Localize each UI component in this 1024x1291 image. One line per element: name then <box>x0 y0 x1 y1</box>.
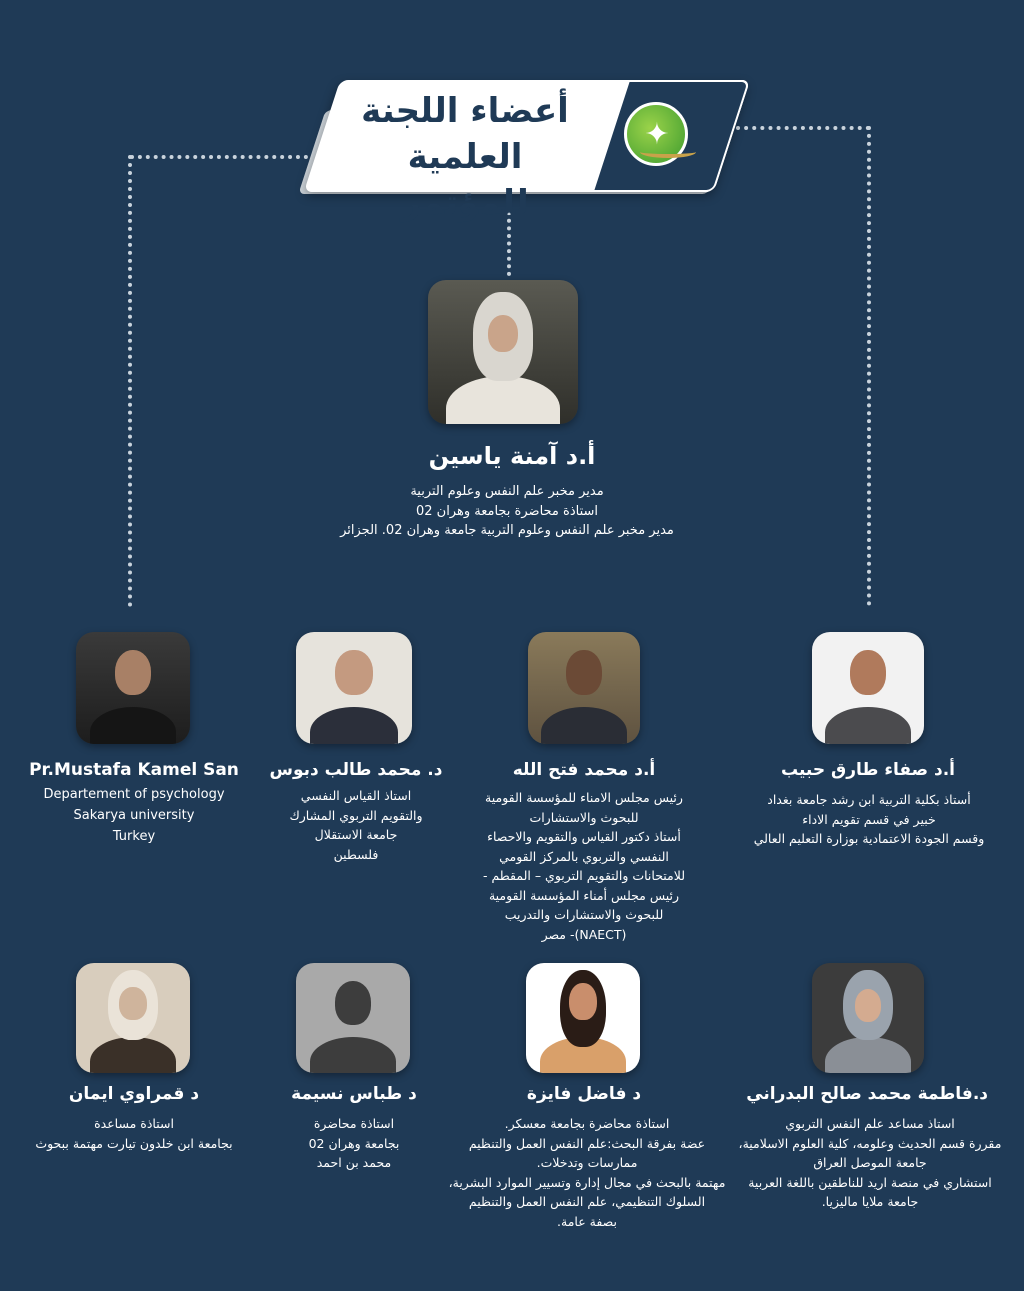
member-name: د فاضل فايزة <box>526 1084 642 1104</box>
member-line: جامعة ملايا ماليزيا. <box>821 1194 919 1209</box>
member-name: Pr.Mustafa Kamel San <box>29 760 239 780</box>
member-photo <box>76 963 190 1073</box>
member-photo-placeholder <box>296 963 410 1073</box>
member-line: استاذة مساعدة <box>94 1116 174 1131</box>
connector-top-left <box>130 155 316 159</box>
member-line: رئيس مجلس الامناء للمؤسسة القومية <box>485 790 683 805</box>
member-photo <box>528 632 640 744</box>
runner-figure-icon: ✦ <box>644 117 670 152</box>
member-name: د طباس نسيمة <box>291 1084 417 1104</box>
chair-line: مدير مخبر علم النفس وعلوم التربية <box>410 484 604 499</box>
connector-top-right <box>736 126 870 130</box>
member-description <box>14 784 254 847</box>
member-description <box>724 1114 1016 1212</box>
member-description <box>442 1114 732 1231</box>
member-photo <box>812 632 924 744</box>
member-photo <box>296 632 412 744</box>
member-name: أ.د محمد فتح الله <box>512 760 656 780</box>
page-title <box>340 88 590 226</box>
member-line: أستاذ دكتور القياس والتقويم والاحصاء <box>487 829 681 844</box>
member-photo <box>76 632 190 744</box>
connector-right-vertical <box>867 126 871 606</box>
member-name: أ.د صفاء طارق حبيب <box>780 760 955 780</box>
member-line: عضة بفرقة البحث:علم النفس العمل والتنظيم <box>468 1135 706 1151</box>
member-line: النفسي والتربوي بالمركز القومي <box>499 848 669 864</box>
member-photo <box>812 963 924 1073</box>
member-line: بصفة عامة. <box>557 1213 617 1229</box>
member-line: رئيس مجلس أمناء المؤسسة القومية <box>488 887 680 903</box>
logo-swoosh <box>640 146 696 158</box>
member-line: مقررة قسم الحديث وعلومه، كلية العلوم الاسلامية، <box>738 1135 1002 1151</box>
page-title-line1: أعضاء اللجنة <box>361 91 569 131</box>
member-line: استاذ القياس النفسي <box>300 788 412 803</box>
member-description <box>448 788 720 944</box>
member-line: استشاري في منصة اريد للناطقين باللغة العربية <box>748 1174 992 1190</box>
member-line: أستاذ بكلية التربية ابن رشد جامعة بغداد <box>767 792 971 807</box>
member-line: Turkey <box>112 829 156 844</box>
member-line: للبحوث والاستشارات والتدريب <box>504 907 664 922</box>
connector-left-vertical <box>128 155 132 607</box>
member-line: مهتمة بالبحث في مجال إدارة وتسيير الموارد البشرية، <box>448 1174 726 1190</box>
chair-description <box>272 482 742 541</box>
chair-line: استاذة محاضرة بجامعة وهران 02 <box>415 503 599 519</box>
member-name: د. محمد طالب دبوس <box>269 760 443 780</box>
member-line: ممارسات وتدخلات. <box>536 1155 638 1170</box>
member-line: جامعة الاستقلال <box>314 827 398 842</box>
member-description <box>246 786 466 864</box>
member-name: د.فاطمة محمد صالح البدراني <box>746 1084 988 1104</box>
member-line: للبحوث والاستشارات <box>529 809 639 825</box>
member-line: والتقويم التربوي المشارك <box>289 807 423 823</box>
member-line: Departement of psychology <box>43 787 225 802</box>
member-name: د قمراوي ايمان <box>68 1084 200 1104</box>
member-description <box>728 790 1010 849</box>
chair-line: مدير مخبر علم النفس وعلوم التربية جامعة وهران 02. الجزائر <box>340 523 674 538</box>
member-line: استاذ مساعد علم النفس التربوي <box>785 1116 955 1131</box>
member-line: السلوك التنظيمي، علم النفس العمل والتنظيم <box>468 1194 706 1209</box>
member-line: فلسطين <box>333 846 379 862</box>
member-description <box>14 1114 254 1153</box>
member-line: محمد بن احمد <box>316 1155 392 1170</box>
page-title-line2: العلمية للمؤتمر <box>401 137 529 223</box>
member-photo <box>526 963 640 1073</box>
chair-photo <box>428 280 578 424</box>
member-line: Sakarya university <box>73 808 195 823</box>
member-line: للامتحانات والتقويم التربوي – المقطم - <box>482 868 686 883</box>
chair-name: أ.د آمنة ياسين <box>428 442 596 470</box>
member-line: (NAECT)- مصر <box>541 926 627 942</box>
member-line: خبير في قسم تقويم الاداء <box>802 811 936 827</box>
member-line: جامعة الموصل العراق <box>813 1155 927 1170</box>
member-line: بجامعة ابن خلدون تيارت مهتمة ببحوث <box>35 1135 233 1151</box>
member-description <box>254 1114 454 1173</box>
member-line: بجامعة وهران 02 <box>308 1135 400 1151</box>
member-line: استاذة محاضرة <box>313 1116 395 1131</box>
member-line: استاذة محاضرة بجامعة معسكر. <box>504 1116 670 1131</box>
member-line: وقسم الجودة الاعتمادية بوزارة التعليم العالي <box>753 831 985 846</box>
